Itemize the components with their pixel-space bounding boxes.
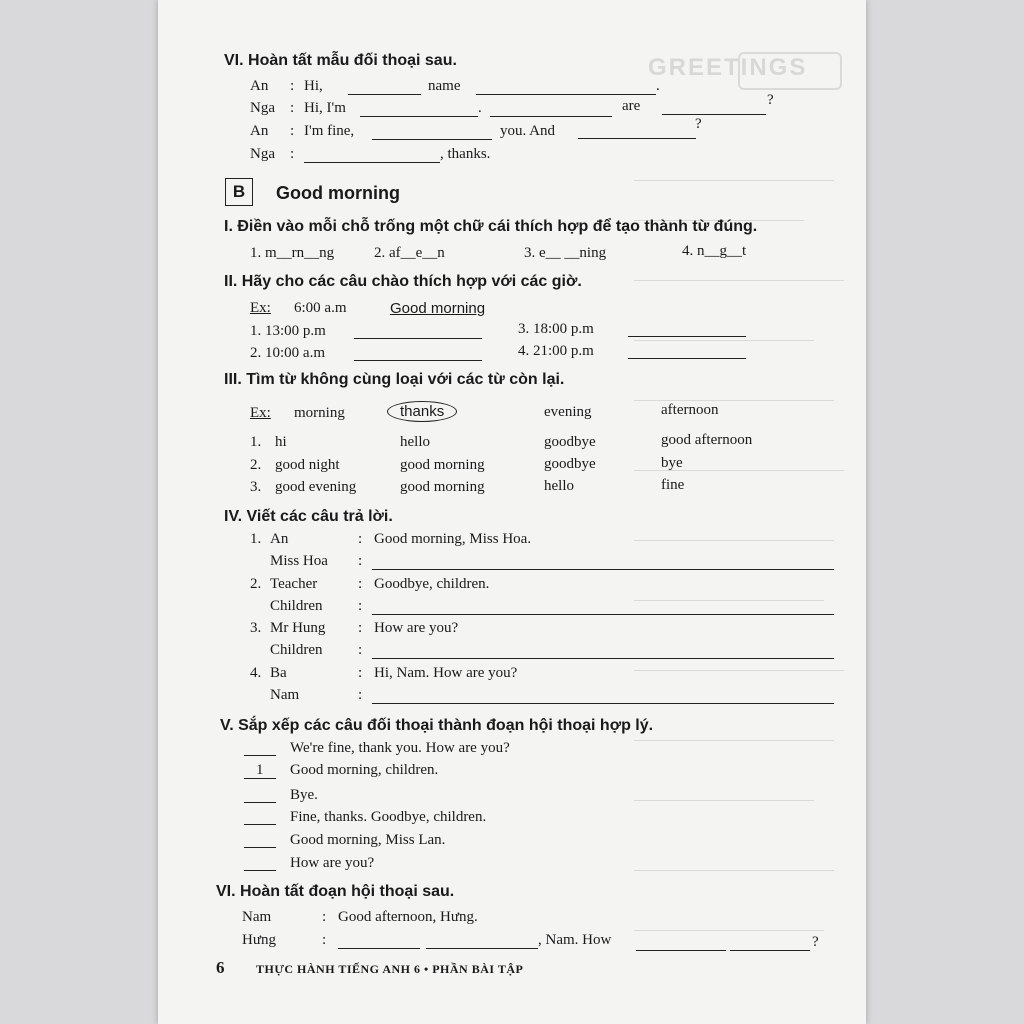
answer-blank[interactable] — [628, 336, 746, 337]
exercise-v-heading: V. Sắp xếp các câu đối thoại thành đoạn hội thoại hợp lý. — [220, 717, 654, 734]
section-title: Good morning — [276, 183, 400, 203]
answer-blank[interactable] — [360, 116, 478, 117]
word[interactable]: good evening — [275, 479, 357, 495]
word[interactable]: hello — [544, 478, 574, 494]
answer-blank[interactable] — [628, 358, 746, 359]
word[interactable]: good afternoon — [661, 432, 753, 448]
circled-answer: thanks — [387, 401, 457, 422]
example-label: Ex: — [250, 405, 271, 421]
word[interactable]: fine — [661, 477, 685, 493]
answer-blank[interactable] — [372, 703, 834, 704]
word: afternoon — [661, 402, 719, 418]
answer-blank[interactable] — [372, 139, 492, 140]
answer-blank[interactable] — [476, 94, 656, 95]
fill-letter-item[interactable]: 2. af__e__n — [374, 245, 445, 261]
order-blank[interactable] — [244, 824, 276, 825]
answer-blank[interactable] — [662, 114, 766, 115]
section-vi-heading: VI. Hoàn tất mẫu đối thoại sau. — [224, 52, 457, 69]
exercise-i-heading: I. Điền vào mỗi chỗ trống một chữ cái thích hợp để tạo thành từ đúng. — [224, 218, 758, 235]
example-time: 6:00 a.m — [294, 300, 347, 316]
answer-blank[interactable] — [578, 138, 696, 139]
fill-letter-item[interactable]: 3. e__ __ning — [524, 245, 607, 261]
time-item: 4. 21:00 p.m — [518, 343, 594, 359]
word[interactable]: hi — [275, 434, 287, 450]
word[interactable]: good morning — [400, 457, 485, 473]
example-label: Ex: — [250, 300, 271, 316]
time-item: 1. 13:00 p.m — [250, 323, 326, 339]
exercise-iv-heading: IV. Viết các câu trả lời. — [224, 508, 393, 525]
word[interactable]: goodbye — [544, 434, 596, 450]
answer-blank[interactable] — [338, 948, 420, 949]
order-blank[interactable] — [244, 870, 276, 871]
answer-blank[interactable] — [372, 569, 834, 570]
bleed-through-text: GREETINGS — [628, 40, 864, 980]
order-blank[interactable] — [244, 755, 276, 756]
answer-blank[interactable] — [636, 950, 726, 951]
answer-blank[interactable] — [354, 338, 482, 339]
section-letter-box: B — [225, 178, 253, 206]
time-item: 3. 18:00 p.m — [518, 321, 594, 337]
order-blank[interactable] — [244, 802, 276, 803]
word[interactable]: good morning — [400, 479, 485, 495]
exercise-ii-heading: II. Hãy cho các câu chào thích hợp với các giờ. — [224, 273, 582, 290]
time-item: 2. 10:00 a.m — [250, 345, 325, 361]
answer-blank[interactable] — [490, 116, 612, 117]
word: evening — [544, 404, 592, 420]
exercise-iii-heading: III. Tìm từ không cùng loại với các từ còn lại. — [224, 371, 565, 388]
answer-blank[interactable] — [372, 614, 834, 615]
word[interactable]: good night — [275, 457, 340, 473]
answer-blank[interactable] — [372, 658, 834, 659]
word[interactable]: hello — [400, 434, 430, 450]
book-footer-title: THỰC HÀNH TIẾNG ANH 6 • PHẦN BÀI TẬP — [256, 962, 524, 976]
exercise-vi-heading: VI. Hoàn tất đoạn hội thoại sau. — [216, 883, 455, 900]
answer-blank[interactable] — [730, 950, 810, 951]
word: morning — [294, 405, 345, 421]
workbook-page: GREETINGS VI. Hoàn tất mẫu đối thoại sau. An : Hi, name . Nga : Hi, I'm . are ? An : I'm fine, you. And ? Nga : , thanks. B Good morning I. Điền vào mỗi chỗ trống một chữ cái thích hợp để tạo thành từ đúng. 1. m__rn__ng 2. af__e__n 3. e__ __ning 4. n__g__t II. Hãy cho các câu chào thích hợp với các giờ. Ex: 6:00 a.m Good morning 1. 13:00 p.m 3. 18:00 p.m 2. 10:00 a.m 4. 21:00 p.m III. Tìm từ không cùng loại với các từ còn lại. Ex: morning thanks evening afternoon 1. hi hello goodbye good afternoon 2. good night good morning goodbye bye 3. good evening good morning hello fine IV. Viết các câu trả lời. 1. An : Good morning, Miss Hoa. Miss Hoa : 2. Teacher : Goodbye, children. Children : 3. Mr Hung : How are you? Children : 4. Ba : Hi, Nam. How are you? Nam : V. Sắp xếp các câu đối thoại thành đoạn hội thoại hợp lý. We're fine, thank you. How are you? 1 Good morning, children. Bye. Fine, thanks. Goodbye, children. Good morning, Miss Lan. How are you? VI. Hoàn tất đoạn hội thoại sau. Nam : Good afternoon, Hưng. Hưng : , Nam. How ? 6 THỰC HÀNH TIẾNG ANH 6 • PHẦN BÀI TẬP — [158, 0, 866, 1024]
fill-letter-item[interactable]: 4. n__g__t — [682, 243, 747, 259]
answer-blank[interactable] — [354, 360, 482, 361]
word[interactable]: goodbye — [544, 456, 596, 472]
example-answer: Good morning — [390, 300, 486, 317]
fill-letter-item[interactable]: 1. m__rn__ng — [250, 245, 335, 261]
answer-blank[interactable] — [426, 948, 538, 949]
order-blank[interactable] — [244, 847, 276, 848]
word[interactable]: bye — [661, 455, 683, 471]
answer-blank[interactable] — [348, 94, 421, 95]
answer-blank[interactable] — [304, 162, 440, 163]
page-number: 6 — [216, 958, 225, 977]
